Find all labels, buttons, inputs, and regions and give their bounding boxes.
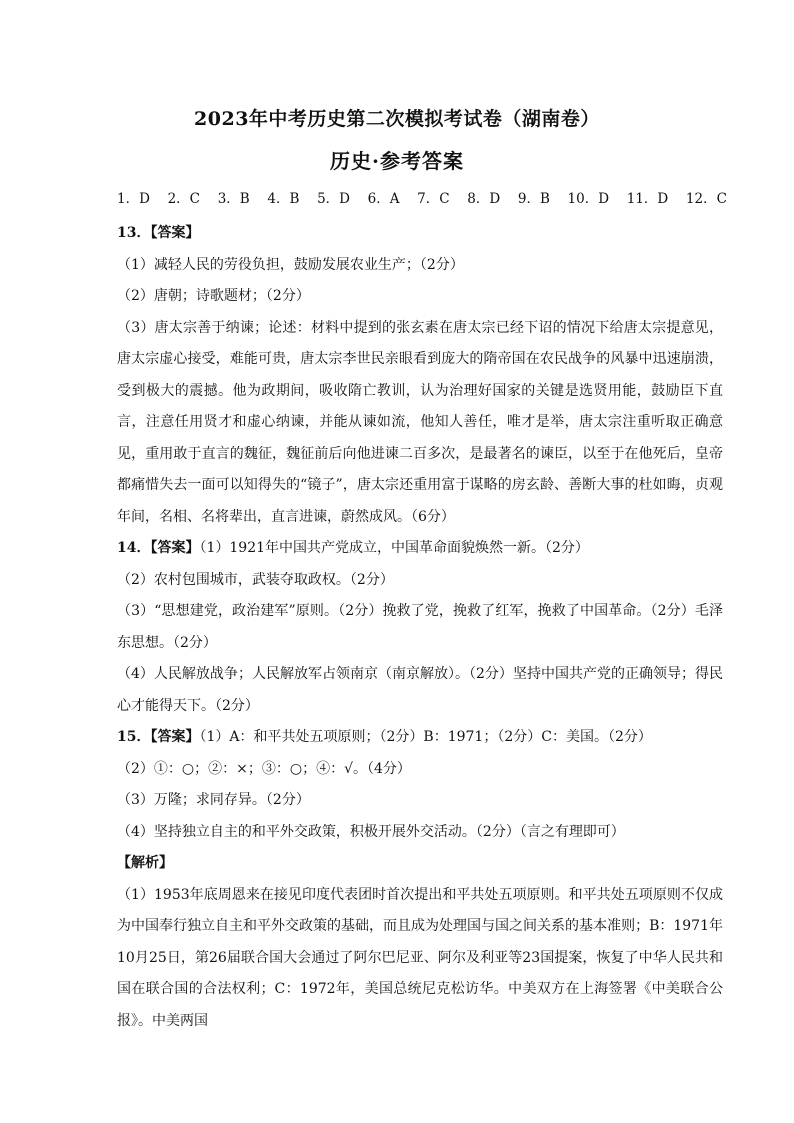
- q14-part1: （1）1921年中国共产党成立，中国革命面貌焕然一新。（2分）: [199, 540, 589, 556]
- q13-part2: （2）唐朝；诗歌题材；（2分）: [117, 288, 310, 304]
- analysis-part1: （1）1953年底周恩来在接见印度代表团时首次提出和平共处五项原则。和平共处五项原则不仅成为中国奉行独立自主和平外交政策的基础，而且成为处理国与国之间关系的基本准则；B：1971年10月25日，第26届联合国大会通过了阿尔巴尼亚、阿尔及利亚等23国提案，恢复了中华人民共和国在联合国的合法权利；C：1972年，美国总统尼克松访华。中美双方在上海签署《中美联合公报》。中美两国: [117, 886, 723, 1029]
- q14-part2: （2）农村包围城市，武装夺取政权。（2分）: [117, 571, 394, 588]
- q13-part1: （1）减轻人民的劳役负担，鼓励发展农业生产；（2分）: [117, 256, 464, 273]
- q13-part3: （3）唐太宗善于纳谏；论述：材料中提到的张玄素在唐太宗已经下诏的情况下给唐太宗提意见，唐太宗虚心接受，难能可贵，唐太宗李世民亲眼看到庞大的隋帝国在农民战争的风暴中迅速崩溃，受到极大的震撼。他为政期间，吸收隋亡教训，认为治理好国家的关键是选贤用能，鼓励臣下直言，注意任用贤才和虚心纳谏，并能从谏如流，他知人善任，唯才是举，唐太宗注重听取正确意见，重用敢于直言的魏征，魏征前后向他进谏二百多次，是最著名的谏臣，以至于在他死后，皇帝都痛惜失去一面可以知得失的“镜子”，唐太宗还重用富于谋略的房玄龄、善断大事的杜如晦，贞观年间，名相、名将辈出，直言进谏，蔚然成风。（6分）: [117, 319, 723, 525]
- q14-part3: （3）“思想建党，政治建军”原则。（2分）挽救了党，挽救了红军，挽救了中国革命。（2分）毛泽东思想。（2分）: [117, 603, 723, 651]
- page-title: 2023年中考历史第二次模拟考试卷（湖南卷）: [194, 108, 600, 130]
- answer-item: 11．D: [626, 191, 669, 207]
- answer-item: 2．C: [167, 191, 201, 207]
- answer-item: 7．C: [417, 191, 450, 207]
- q15-part1: （1）A：和平共处五项原则；（2分）B：1971；（2分）C：美国。（2分）: [199, 729, 652, 745]
- answer-item: 4．B: [267, 191, 300, 207]
- analysis-heading: 【解析】: [117, 855, 173, 871]
- q15-part4: （4）坚持独立自主的和平外交政策，积极开展外交活动。（2分）（言之有理即可）: [117, 823, 625, 840]
- answer-item: 10．D: [567, 191, 610, 207]
- q15-part2: （2）①：○；②：×；③：○；④：√。（4分）: [117, 760, 411, 777]
- answer-item: 9．B: [517, 191, 550, 207]
- answer-item: 8．D: [467, 191, 501, 207]
- page-subtitle: 历史·参考答案: [330, 149, 464, 173]
- choice-answers: [117, 187, 727, 207]
- answer-item: 6．A: [367, 191, 400, 207]
- answer-item: 1．D: [117, 191, 150, 207]
- q15-line1: [117, 722, 723, 754]
- q14-line1: [117, 533, 723, 565]
- answer-item: 5．D: [317, 191, 350, 207]
- answer-content: [117, 218, 723, 1037]
- q14-heading: 14．【答案】: [117, 540, 200, 556]
- q13-heading: 13．【答案】: [117, 225, 200, 241]
- q15-heading: 15．【答案】: [117, 729, 200, 745]
- q15-part3: （3）万隆；求同存异。（2分）: [117, 792, 310, 808]
- answer-item: 3．B: [217, 191, 250, 207]
- answer-item: 12．C: [685, 191, 727, 207]
- q14-part4: （4）人民解放战争；人民解放军占领南京（南京解放）。（2分）坚持中国共产党的正确领导；得民心才能得天下。（2分）: [117, 666, 723, 714]
